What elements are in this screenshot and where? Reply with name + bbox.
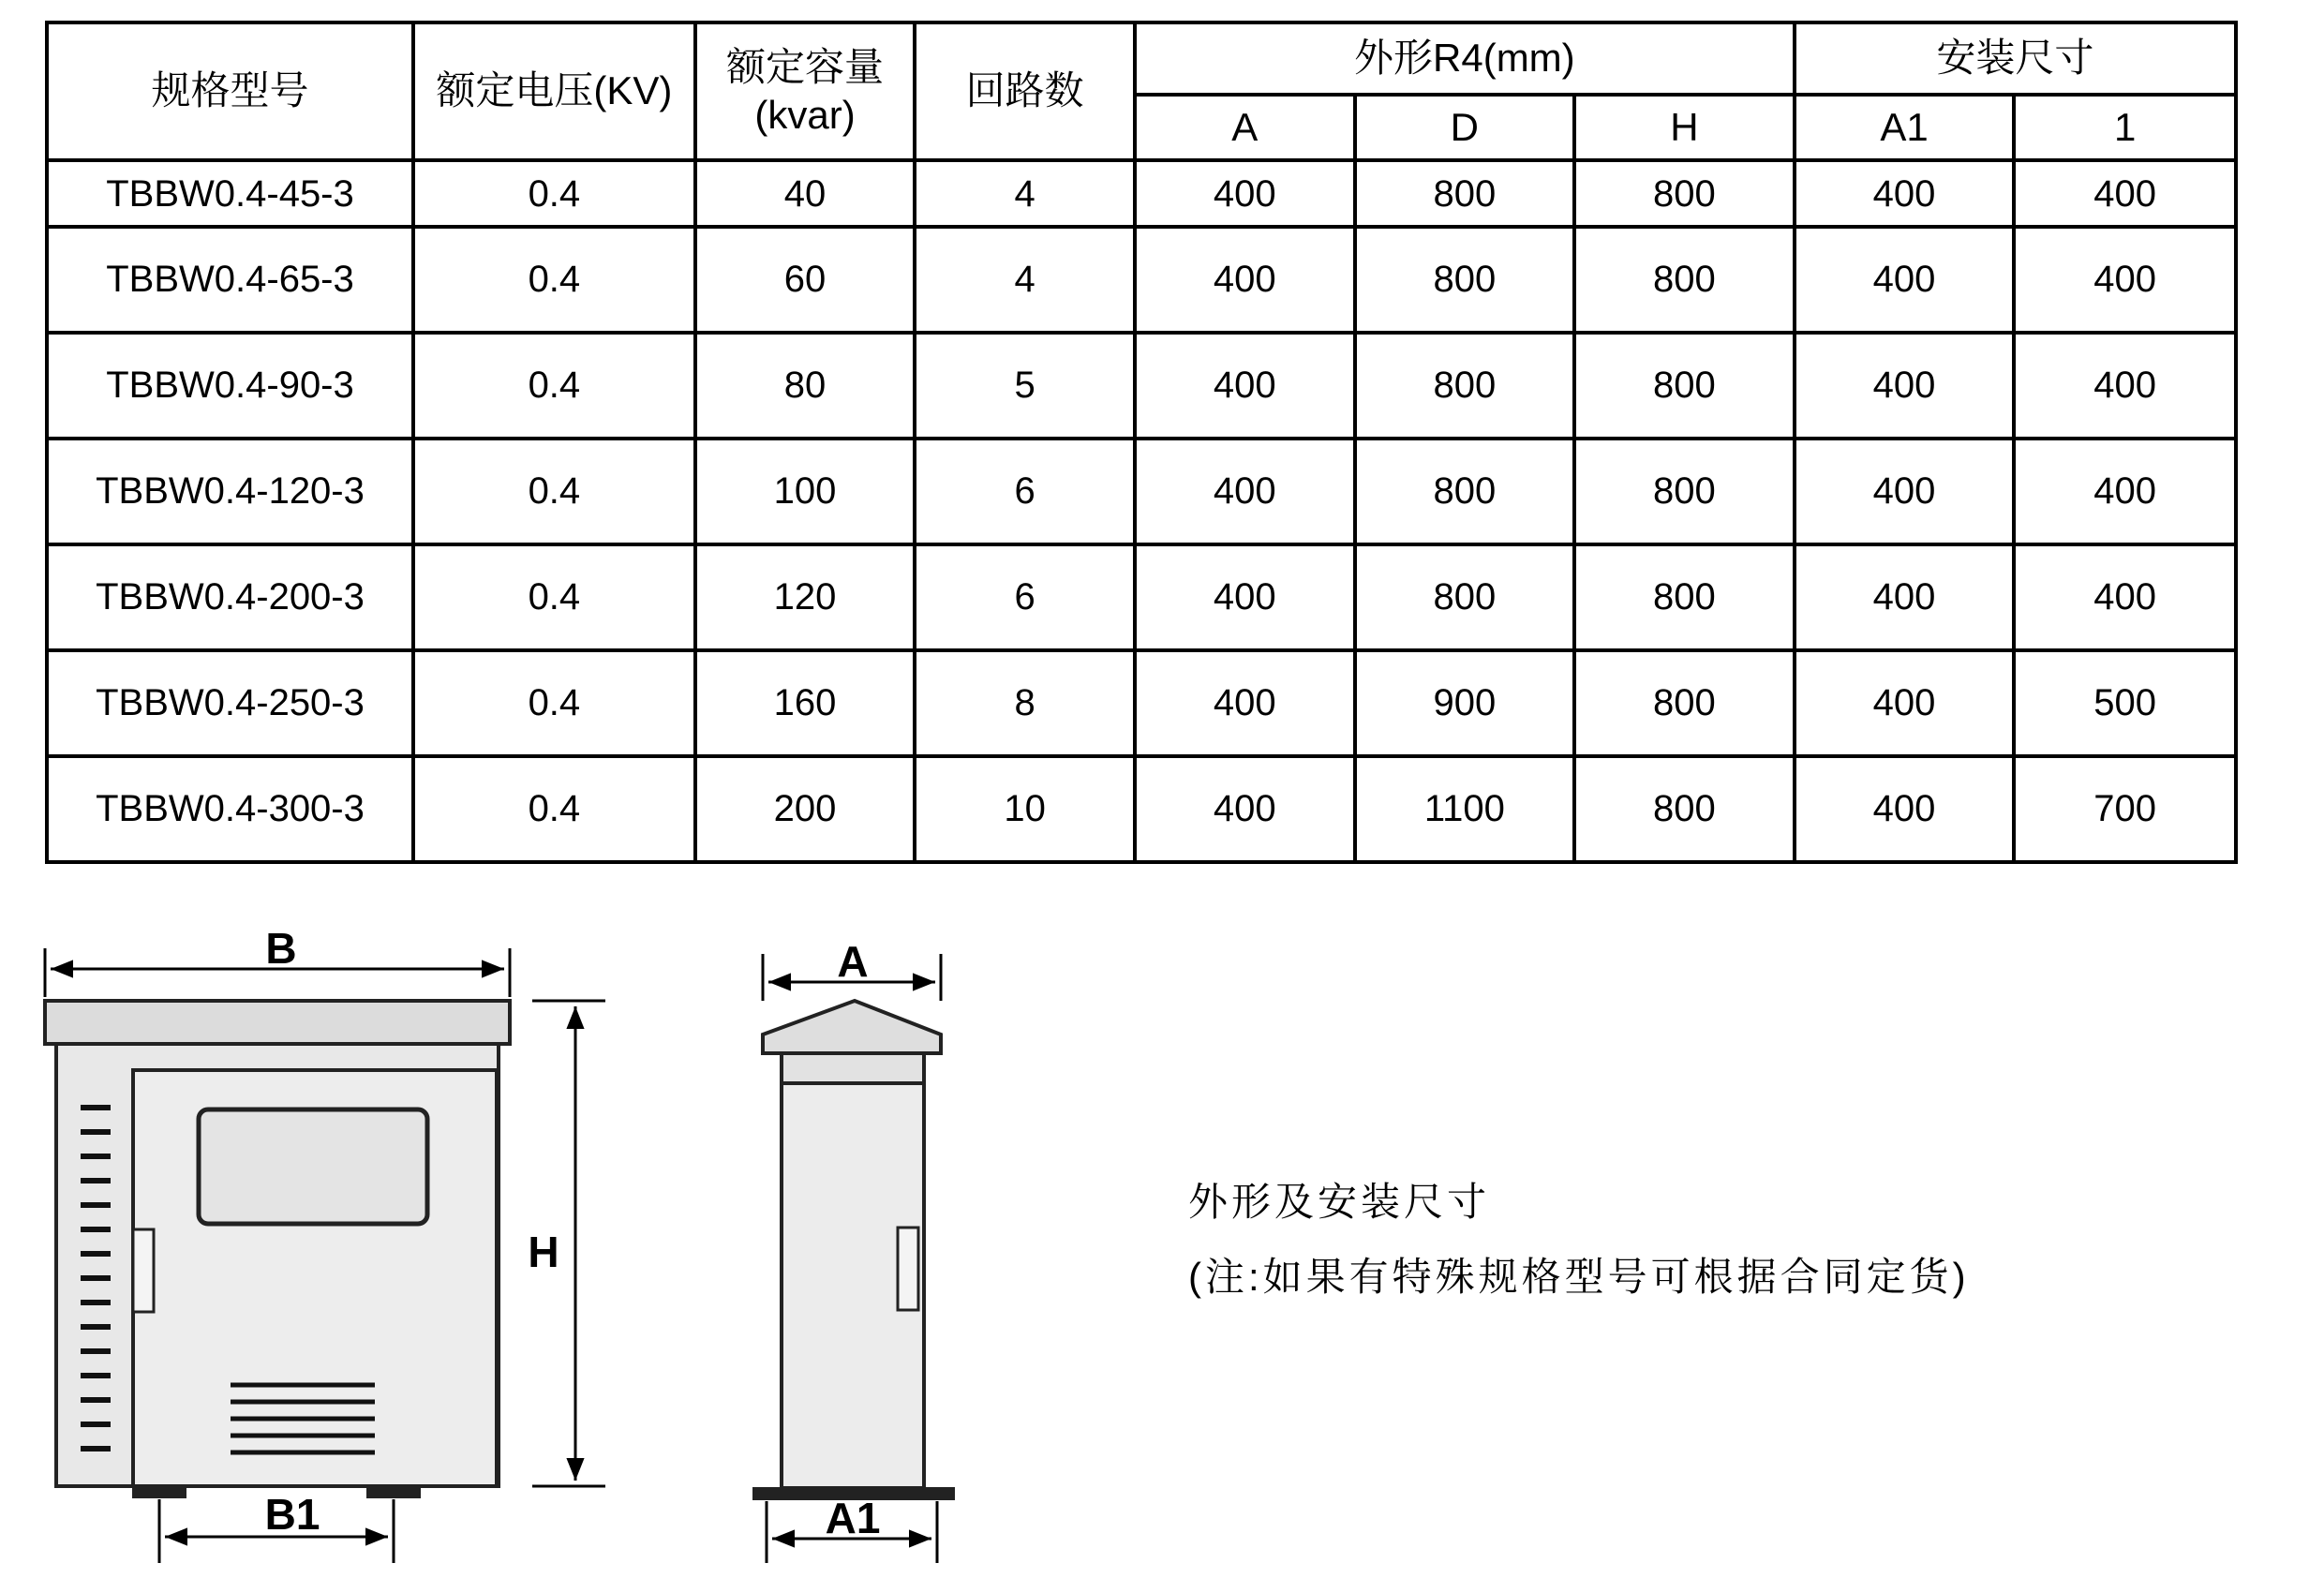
header-outline: 外形R4(mm) bbox=[1135, 22, 1795, 95]
cell-capacity: 80 bbox=[695, 333, 916, 439]
cell-a: 400 bbox=[1135, 160, 1355, 227]
cell-model: TBBW0.4-65-3 bbox=[47, 227, 413, 333]
cell-model: TBBW0.4-90-3 bbox=[47, 333, 413, 439]
cell-model: TBBW0.4-250-3 bbox=[47, 650, 413, 756]
header-voltage: 额定电压(KV) bbox=[413, 22, 695, 160]
cell-a: 400 bbox=[1135, 650, 1355, 756]
cell-voltage: 0.4 bbox=[413, 333, 695, 439]
cell-d: 900 bbox=[1355, 650, 1575, 756]
subheader-a: A bbox=[1135, 95, 1355, 161]
header-capacity-line1: 额定容量 bbox=[726, 45, 885, 90]
cell-circuits: 10 bbox=[915, 756, 1135, 862]
cell-capacity: 200 bbox=[695, 756, 916, 862]
cell-model: TBBW0.4-120-3 bbox=[47, 439, 413, 544]
cell-a: 400 bbox=[1135, 544, 1355, 650]
cell-capacity: 160 bbox=[695, 650, 916, 756]
label-a: A bbox=[837, 937, 869, 986]
cell-circuits: 6 bbox=[915, 544, 1135, 650]
cell-d: 800 bbox=[1355, 227, 1575, 333]
cell-d: 800 bbox=[1355, 439, 1575, 544]
cell-voltage: 0.4 bbox=[413, 650, 695, 756]
cell-a: 400 bbox=[1135, 227, 1355, 333]
cell-h: 800 bbox=[1574, 160, 1795, 227]
cell-h: 800 bbox=[1574, 439, 1795, 544]
label-b: B bbox=[265, 924, 297, 973]
cell-a1: 400 bbox=[1795, 650, 2015, 756]
label-a1: A1 bbox=[825, 1494, 881, 1542]
cell-h: 800 bbox=[1574, 650, 1795, 756]
cell-capacity: 120 bbox=[695, 544, 916, 650]
cell-h: 800 bbox=[1574, 333, 1795, 439]
cell-voltage: 0.4 bbox=[413, 227, 695, 333]
cell-a: 400 bbox=[1135, 439, 1355, 544]
cell-circuits: 4 bbox=[915, 227, 1135, 333]
cell-1: 500 bbox=[2014, 650, 2236, 756]
header-capacity-line2: (kvar) bbox=[754, 92, 856, 137]
label-b1: B1 bbox=[264, 1490, 320, 1539]
cell-d: 800 bbox=[1355, 160, 1575, 227]
label-h: H bbox=[528, 1228, 559, 1276]
cell-circuits: 6 bbox=[915, 439, 1135, 544]
cell-h: 800 bbox=[1574, 544, 1795, 650]
cell-a1: 400 bbox=[1795, 439, 2015, 544]
cell-d: 800 bbox=[1355, 544, 1575, 650]
cell-a: 400 bbox=[1135, 756, 1355, 862]
cell-1: 400 bbox=[2014, 160, 2236, 227]
cell-1: 400 bbox=[2014, 333, 2236, 439]
cell-model: TBBW0.4-45-3 bbox=[47, 160, 413, 227]
header-circuits: 回路数 bbox=[915, 22, 1135, 160]
cell-h: 800 bbox=[1574, 227, 1795, 333]
cell-voltage: 0.4 bbox=[413, 439, 695, 544]
side-vent-slots bbox=[81, 1108, 111, 1449]
cell-1: 700 bbox=[2014, 756, 2236, 862]
cell-h: 800 bbox=[1574, 756, 1795, 862]
note-title: 外形及安装尺寸 bbox=[1188, 1180, 1491, 1224]
cell-voltage: 0.4 bbox=[413, 160, 695, 227]
cell-a1: 400 bbox=[1795, 227, 2015, 333]
note-remark: (注:如果有特殊规格型号可根据合同定货) bbox=[1188, 1255, 1970, 1299]
cell-circuits: 4 bbox=[915, 160, 1135, 227]
subheader-d: D bbox=[1355, 95, 1575, 161]
subheader-h: H bbox=[1574, 95, 1795, 161]
side-view-cabinet bbox=[753, 1001, 954, 1499]
cell-a1: 400 bbox=[1795, 756, 2015, 862]
header-model: 规格型号 bbox=[47, 22, 413, 160]
cell-1: 400 bbox=[2014, 227, 2236, 333]
cell-a1: 400 bbox=[1795, 544, 2015, 650]
cell-circuits: 8 bbox=[915, 650, 1135, 756]
cell-voltage: 0.4 bbox=[413, 756, 695, 862]
subheader-a1: A1 bbox=[1795, 95, 2015, 161]
cell-1: 400 bbox=[2014, 544, 2236, 650]
cell-a1: 400 bbox=[1795, 160, 2015, 227]
cell-capacity: 40 bbox=[695, 160, 916, 227]
header-install: 安装尺寸 bbox=[1795, 22, 2236, 95]
cell-model: TBBW0.4-300-3 bbox=[47, 756, 413, 862]
cell-a: 400 bbox=[1135, 333, 1355, 439]
cell-d: 1100 bbox=[1355, 756, 1575, 862]
cell-model: TBBW0.4-200-3 bbox=[47, 544, 413, 650]
cell-a1: 400 bbox=[1795, 333, 2015, 439]
cell-d: 800 bbox=[1355, 333, 1575, 439]
cell-voltage: 0.4 bbox=[413, 544, 695, 650]
cell-1: 400 bbox=[2014, 439, 2236, 544]
cell-capacity: 100 bbox=[695, 439, 916, 544]
cell-circuits: 5 bbox=[915, 333, 1135, 439]
subheader-1: 1 bbox=[2014, 95, 2236, 161]
front-view-cabinet bbox=[45, 1001, 510, 1497]
cell-capacity: 60 bbox=[695, 227, 916, 333]
